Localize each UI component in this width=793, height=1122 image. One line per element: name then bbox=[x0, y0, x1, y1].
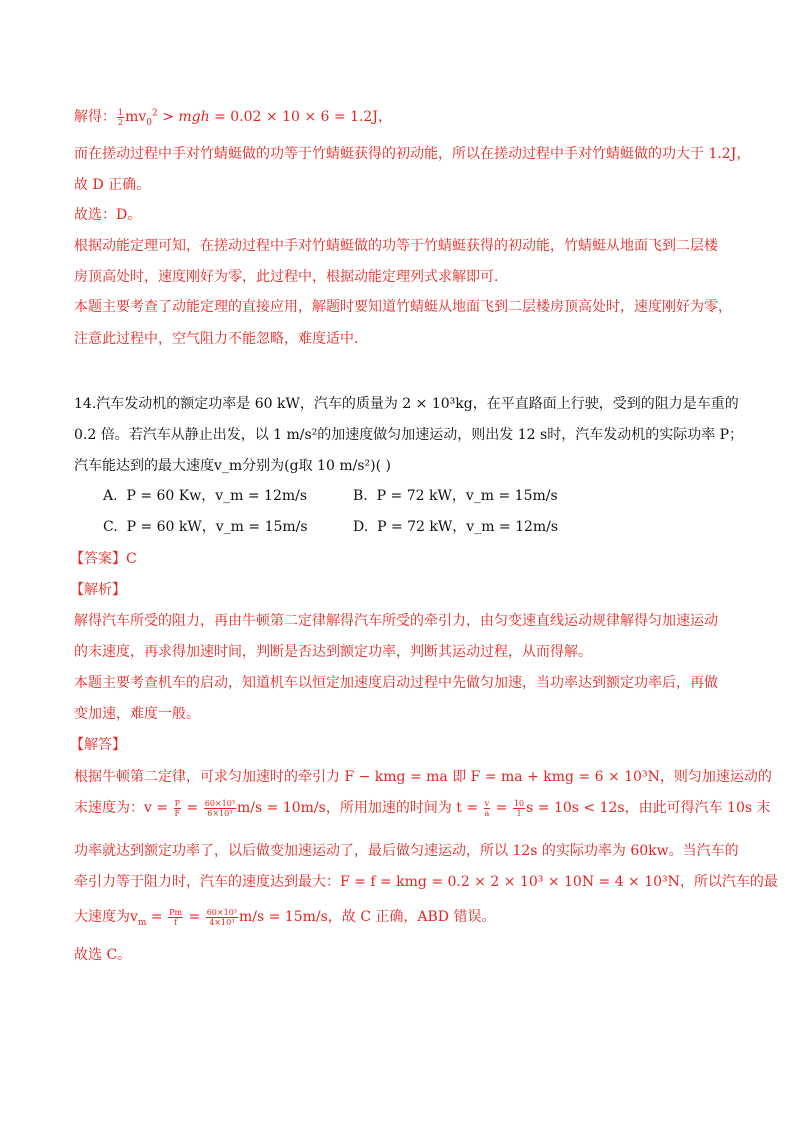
eq-part: = bbox=[184, 909, 205, 925]
eq-part: m/s = 15m/s，故 C 正确，ABD 错误。 bbox=[239, 909, 496, 925]
option-text: P = 72 kW，v_m = 12m/s bbox=[377, 519, 559, 535]
analysis-line-4: 变加速，难度一般。 bbox=[74, 706, 200, 722]
option-label: D. bbox=[353, 519, 369, 535]
solution-line-5 bbox=[74, 907, 495, 927]
solution-line-4: 牵引力等于阻力时，汽车的速度达到最大：F = f = kmg = 0.2 × 2 × 10³ × 10N = 4 × 10³N，所以汽车的最 bbox=[74, 874, 778, 890]
option-label: C. bbox=[103, 519, 118, 535]
option-d[interactable] bbox=[353, 517, 558, 537]
frac-num: 1 bbox=[118, 107, 124, 117]
eq-part: = bbox=[182, 800, 203, 816]
answer-tag: 【答案】C bbox=[70, 551, 137, 567]
prev-solution-line-1: 解得： $\frac{1}{2}$ $mv_0^2$ > mgh = 0.02 × 10 × 6 = 1.2J， bbox=[74, 107, 392, 128]
fraction-power-over-force bbox=[204, 799, 236, 818]
eq-part: s = 10s < 12s，由此可得汽车 10s 末 bbox=[526, 800, 771, 816]
prev-solution-line-3: 故 D 正确。 bbox=[74, 177, 151, 193]
eq-part: = bbox=[146, 909, 168, 925]
final-answer: 故选 C。 bbox=[74, 947, 132, 963]
eq-part: m/s = 10m/s，所用加速的时间为 t = bbox=[237, 800, 483, 816]
analysis-line-3: 本题主要考查机车的启动，知道机车以恒定加速度启动过程中先做匀加速，当功率达到额定功率后，再做 bbox=[74, 675, 718, 691]
prev-summary-line-1: 本题主要考查了动能定理的直接应用，解题时要知道竹蜻蜓从地面飞到二层楼房顶高处时，速度刚好为零， bbox=[74, 299, 732, 315]
solve-label: 解得： bbox=[74, 109, 116, 125]
solution-line-1: 根据牛顿第二定律，可求匀加速时的牵引力 F − kmg = ma 即 F = ma + kmg = 6 × 10³N，则匀加速运动的 bbox=[74, 769, 772, 785]
solution-tag: 【解答】 bbox=[70, 737, 126, 753]
eq-part: = 0.02 × 10 × 6 = 1.2J， bbox=[209, 109, 392, 125]
frac-den: 2 bbox=[118, 117, 124, 127]
analysis-line-2: 的末速度，再求得加速时间，判断是否达到额定功率，判断其运动过程，从而得解。 bbox=[74, 644, 592, 660]
frac-den: 1 bbox=[516, 808, 522, 818]
fraction-pm-over-f bbox=[168, 908, 183, 927]
eq-part: 末速度为：v = bbox=[74, 800, 173, 816]
analysis-tag: 【解析】 bbox=[70, 582, 126, 598]
fraction-p-over-f bbox=[174, 799, 182, 818]
eq-part: > bbox=[157, 109, 179, 125]
frac-num: Pm bbox=[169, 907, 183, 917]
fraction-power-over-resistance bbox=[206, 908, 238, 927]
frac-num: 10 bbox=[513, 798, 525, 808]
option-label: B. bbox=[353, 488, 368, 504]
prev-solution-line-2: 而在搓动过程中手对竹蜻蜓做的功等于竹蜻蜓获得的初动能，所以在搓动过程中手对竹蜻蜓做的功大于 1.2J， bbox=[74, 146, 751, 162]
eq-part: mv bbox=[125, 109, 147, 125]
option-label: A. bbox=[103, 488, 118, 504]
frac-den: f bbox=[174, 917, 178, 927]
frac-den: 6×10³ bbox=[207, 808, 233, 818]
frac-den: a bbox=[484, 808, 490, 818]
eq-part: 大速度为v bbox=[74, 909, 138, 925]
subscript: m bbox=[137, 917, 147, 928]
fraction-ten-over-one bbox=[513, 799, 525, 818]
fraction-v-over-a bbox=[484, 799, 491, 818]
question-line-1: 14.汽车发动机的额定功率是 60 kW，汽车的质量为 2 × 10³kg，在平直路面上行驶，受到的阻力是车重的 bbox=[74, 396, 739, 412]
question-line-2: 0.2 倍。若汽车从静止出发，以 1 m/s²的加速度做匀加速运动，则出发 12 s时，汽车发动机的实际功率 P； bbox=[74, 427, 744, 443]
prev-analysis-line-1: 根据动能定理可知，在搓动过程中手对竹蜻蜓做的功等于竹蜻蜓获得的初动能，竹蜻蜓从地面飞到二层楼 bbox=[74, 238, 718, 254]
frac-num: 60×10³ bbox=[204, 798, 236, 808]
option-c[interactable] bbox=[103, 517, 308, 537]
analysis-line-1: 解得汽车所受的阻力，再由牛顿第二定律解得汽车所受的牵引力，由匀变速直线运动规律解得匀加速运动 bbox=[74, 613, 718, 629]
frac-num: 60×10³ bbox=[206, 907, 237, 917]
option-text: P = 60 kW，v_m = 15m/s bbox=[126, 519, 308, 535]
solution-line-2 bbox=[74, 798, 771, 818]
option-b[interactable] bbox=[353, 486, 558, 506]
eq-part: = bbox=[491, 800, 512, 816]
frac-num: v bbox=[484, 798, 490, 808]
option-text: P = 60 Kw，v_m = 12m/s bbox=[126, 488, 308, 504]
frac-num: P bbox=[174, 798, 181, 808]
eq-part: mgh bbox=[178, 109, 210, 125]
frac-den: F bbox=[174, 808, 181, 818]
frac-den: 4×10³ bbox=[209, 917, 235, 927]
prev-summary-line-2: 注意此过程中，空气阻力不能忽略，难度适中． bbox=[74, 331, 368, 347]
solution-line-3: 功率就达到额定功率了，以后做变加速运动了，最后做匀速运动，所以 12s 的实际功率为 60kw。当汽车的 bbox=[74, 843, 739, 859]
prev-analysis-line-2: 房顶高处时，速度刚好为零，此过程中，根据动能定理列式求解即可． bbox=[74, 269, 508, 285]
option-text: P = 72 kW，v_m = 15m/s bbox=[376, 488, 558, 504]
prev-final-answer: 故选：D。 bbox=[74, 207, 142, 223]
question-line-3: 汽车能达到的最大速度v_m分别为(g取 10 m/s²)( ) bbox=[74, 458, 391, 474]
option-a[interactable] bbox=[103, 486, 307, 506]
fraction-half bbox=[117, 108, 124, 127]
